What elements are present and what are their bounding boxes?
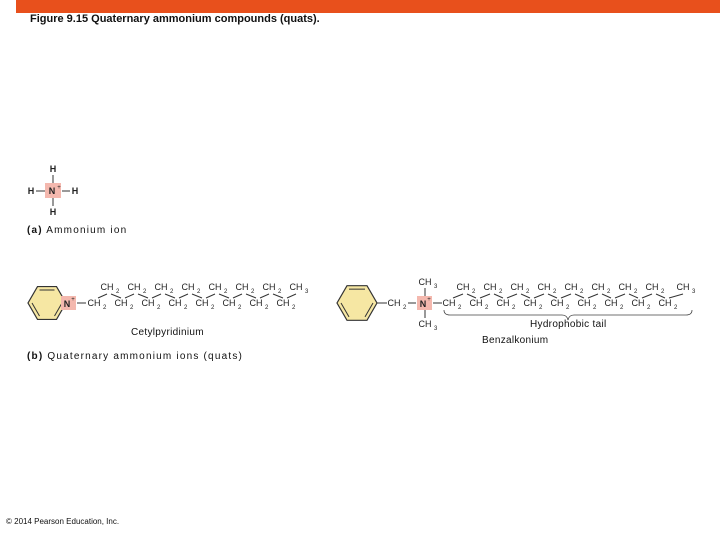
benz-lower-ch2-3: CH	[523, 298, 537, 308]
benz-lower-ch2-4: CH	[550, 298, 564, 308]
benz-lower-ch2-3-subscript: 2	[539, 305, 543, 311]
benz-lower-ch2-0: CH	[442, 298, 456, 308]
cetyl-zigzag-bond-a-7	[287, 294, 296, 298]
benz-lower-ch2-4-subscript: 2	[566, 305, 570, 311]
benz-upper-ch2-2: CH	[510, 282, 524, 292]
benz-lower-ch2-8: CH	[658, 298, 672, 308]
cetyl-upper-ch2-2: CH	[154, 282, 168, 292]
benz-upper-ch2-0-subscript: 2	[472, 289, 476, 295]
cetyl-lower-ch2-5-subscript: 2	[238, 305, 242, 311]
cetyl-lower-ch2-2: CH	[141, 298, 155, 308]
cetyl-lower-ch2-1: CH	[114, 298, 128, 308]
cetylpyridinium-charge: +	[71, 297, 75, 303]
cetyl-upper-ch2-4-subscript: 2	[224, 289, 228, 295]
ammonium-charge: +	[57, 185, 61, 191]
panel-a-caption: Ammonium ion	[46, 225, 128, 236]
panel-a-label	[27, 225, 127, 236]
benz-zigzag-bond-a-1	[480, 294, 490, 298]
benz-upper-ch2-5: CH	[591, 282, 605, 292]
benz-upper-ch2-0: CH	[456, 282, 470, 292]
cetyl-lower-ch2-5: CH	[222, 298, 236, 308]
cetyl-terminal-ch3-subscript: 3	[305, 289, 309, 295]
cetyl-lower-ch2-3-subscript: 2	[184, 305, 188, 311]
cetyl-upper-ch2-6-subscript: 2	[278, 289, 282, 295]
benzyl-ring	[337, 286, 377, 321]
benzalkonium-methyl-bottom: CH	[418, 319, 432, 329]
cetyl-zigzag-bond-a-3	[179, 294, 188, 298]
panel-a-letter: (a)	[27, 225, 43, 236]
benz-lower-ch2-6-subscript: 2	[620, 305, 624, 311]
cetyl-upper-ch2-2-subscript: 2	[170, 289, 174, 295]
panel-b-label	[27, 351, 243, 362]
cetyl-zigzag-bond-a-6	[260, 294, 269, 298]
benz-upper-ch2-4: CH	[564, 282, 578, 292]
benz-lower-ch2-2: CH	[496, 298, 510, 308]
benz-lower-ch2-5: CH	[577, 298, 591, 308]
cetyl-upper-ch2-3-subscript: 2	[197, 289, 201, 295]
benz-zigzag-bond-a-8	[669, 294, 683, 298]
figure-title: Figure 9.15 Quaternary ammonium compounds (quats).	[30, 13, 320, 25]
benz-upper-ch2-3-subscript: 2	[553, 289, 557, 295]
benz-upper-ch2-7-subscript: 2	[661, 289, 665, 295]
cetyl-upper-ch2-4: CH	[208, 282, 222, 292]
cetyl-upper-ch2-1-subscript: 2	[143, 289, 147, 295]
cetyl-zigzag-bond-a-4	[206, 294, 215, 298]
benz-zigzag-bond-a-2	[507, 294, 517, 298]
cetyl-zigzag-bond-a-0	[98, 294, 107, 298]
cetyl-lower-ch2-4: CH	[195, 298, 209, 308]
cetyl-upper-ch2-6: CH	[262, 282, 276, 292]
benzalkonium-benzyl-ch2-subscript: 2	[403, 305, 407, 311]
panel-b-caption: Quaternary ammonium ions (quats)	[47, 351, 244, 362]
cetyl-lower-ch2-0: CH	[87, 298, 101, 308]
cetyl-lower-ch2-2-subscript: 2	[157, 305, 161, 311]
cetyl-terminal-ch3: CH	[289, 282, 303, 292]
ammonium-h-bottom: H	[49, 207, 57, 217]
ammonium-nitrogen: N	[48, 186, 56, 196]
benz-zigzag-bond-a-0	[453, 294, 463, 298]
cetylpyridinium-name: Cetylpyridinium	[131, 327, 204, 338]
cetyl-upper-ch2-1: CH	[127, 282, 141, 292]
benz-zigzag-bond-a-5	[588, 294, 598, 298]
benz-upper-ch2-6: CH	[618, 282, 632, 292]
benzalkonium-charge: +	[427, 297, 431, 303]
benz-lower-ch2-8-subscript: 2	[674, 305, 678, 311]
benz-lower-ch2-7-subscript: 2	[647, 305, 651, 311]
panel-b-letter: (b)	[27, 351, 44, 362]
ammonium-h-left: H	[27, 186, 35, 196]
benz-upper-ch2-1: CH	[483, 282, 497, 292]
benzalkonium-methyl-top: CH	[418, 277, 432, 287]
benz-zigzag-bond-a-6	[615, 294, 625, 298]
cetyl-lower-ch2-6-subscript: 2	[265, 305, 269, 311]
cetyl-lower-ch2-7: CH	[276, 298, 290, 308]
cetyl-zigzag-bond-a-2	[152, 294, 161, 298]
benz-lower-ch2-6: CH	[604, 298, 618, 308]
benz-upper-ch2-3: CH	[537, 282, 551, 292]
cetyl-upper-ch2-5: CH	[235, 282, 249, 292]
hydrophobic-tail-label: Hydrophobic tail	[530, 319, 607, 330]
ammonium-h-right: H	[71, 186, 79, 196]
benz-terminal-ch3: CH	[676, 282, 690, 292]
cetyl-lower-ch2-4-subscript: 2	[211, 305, 215, 311]
cetyl-lower-ch2-3: CH	[168, 298, 182, 308]
benzalkonium-methyl-bottom-subscript: 3	[434, 326, 438, 332]
benz-zigzag-bond-a-3	[534, 294, 544, 298]
cetyl-upper-ch2-0-subscript: 2	[116, 289, 120, 295]
benz-upper-ch2-2-subscript: 2	[526, 289, 530, 295]
cetyl-lower-ch2-1-subscript: 2	[130, 305, 134, 311]
benz-lower-ch2-1: CH	[469, 298, 483, 308]
benz-lower-ch2-1-subscript: 2	[485, 305, 489, 311]
benz-upper-ch2-4-subscript: 2	[580, 289, 584, 295]
cetyl-lower-ch2-6: CH	[249, 298, 263, 308]
cetyl-lower-ch2-7-subscript: 2	[292, 305, 296, 311]
cetyl-upper-ch2-0: CH	[100, 282, 114, 292]
benz-zigzag-bond-a-7	[642, 294, 652, 298]
benzalkonium-methyl-top-subscript: 3	[434, 284, 438, 290]
pyridinium-ring	[28, 287, 66, 320]
benz-upper-ch2-6-subscript: 2	[634, 289, 638, 295]
benz-lower-ch2-0-subscript: 2	[458, 305, 462, 311]
benz-lower-ch2-2-subscript: 2	[512, 305, 516, 311]
cetyl-upper-ch2-5-subscript: 2	[251, 289, 255, 295]
copyright-notice: © 2014 Pearson Education, Inc.	[6, 517, 120, 526]
cetyl-lower-ch2-0-subscript: 2	[103, 305, 107, 311]
ammonium-h-top: H	[49, 164, 57, 174]
cetyl-zigzag-bond-a-5	[233, 294, 242, 298]
benzalkonium-nitrogen: N	[419, 299, 427, 309]
benz-lower-ch2-5-subscript: 2	[593, 305, 597, 311]
benz-lower-ch2-7: CH	[631, 298, 645, 308]
benzalkonium-name: Benzalkonium	[482, 335, 549, 346]
benz-terminal-ch3-subscript: 3	[692, 289, 696, 295]
cetyl-zigzag-bond-a-1	[125, 294, 134, 298]
benzalkonium-benzyl-ch2: CH	[387, 298, 401, 308]
cetylpyridinium-nitrogen: N	[63, 299, 71, 309]
benz-upper-ch2-7: CH	[645, 282, 659, 292]
benz-upper-ch2-5-subscript: 2	[607, 289, 611, 295]
cetyl-upper-ch2-3: CH	[181, 282, 195, 292]
benz-upper-ch2-1-subscript: 2	[499, 289, 503, 295]
benz-zigzag-bond-a-4	[561, 294, 571, 298]
